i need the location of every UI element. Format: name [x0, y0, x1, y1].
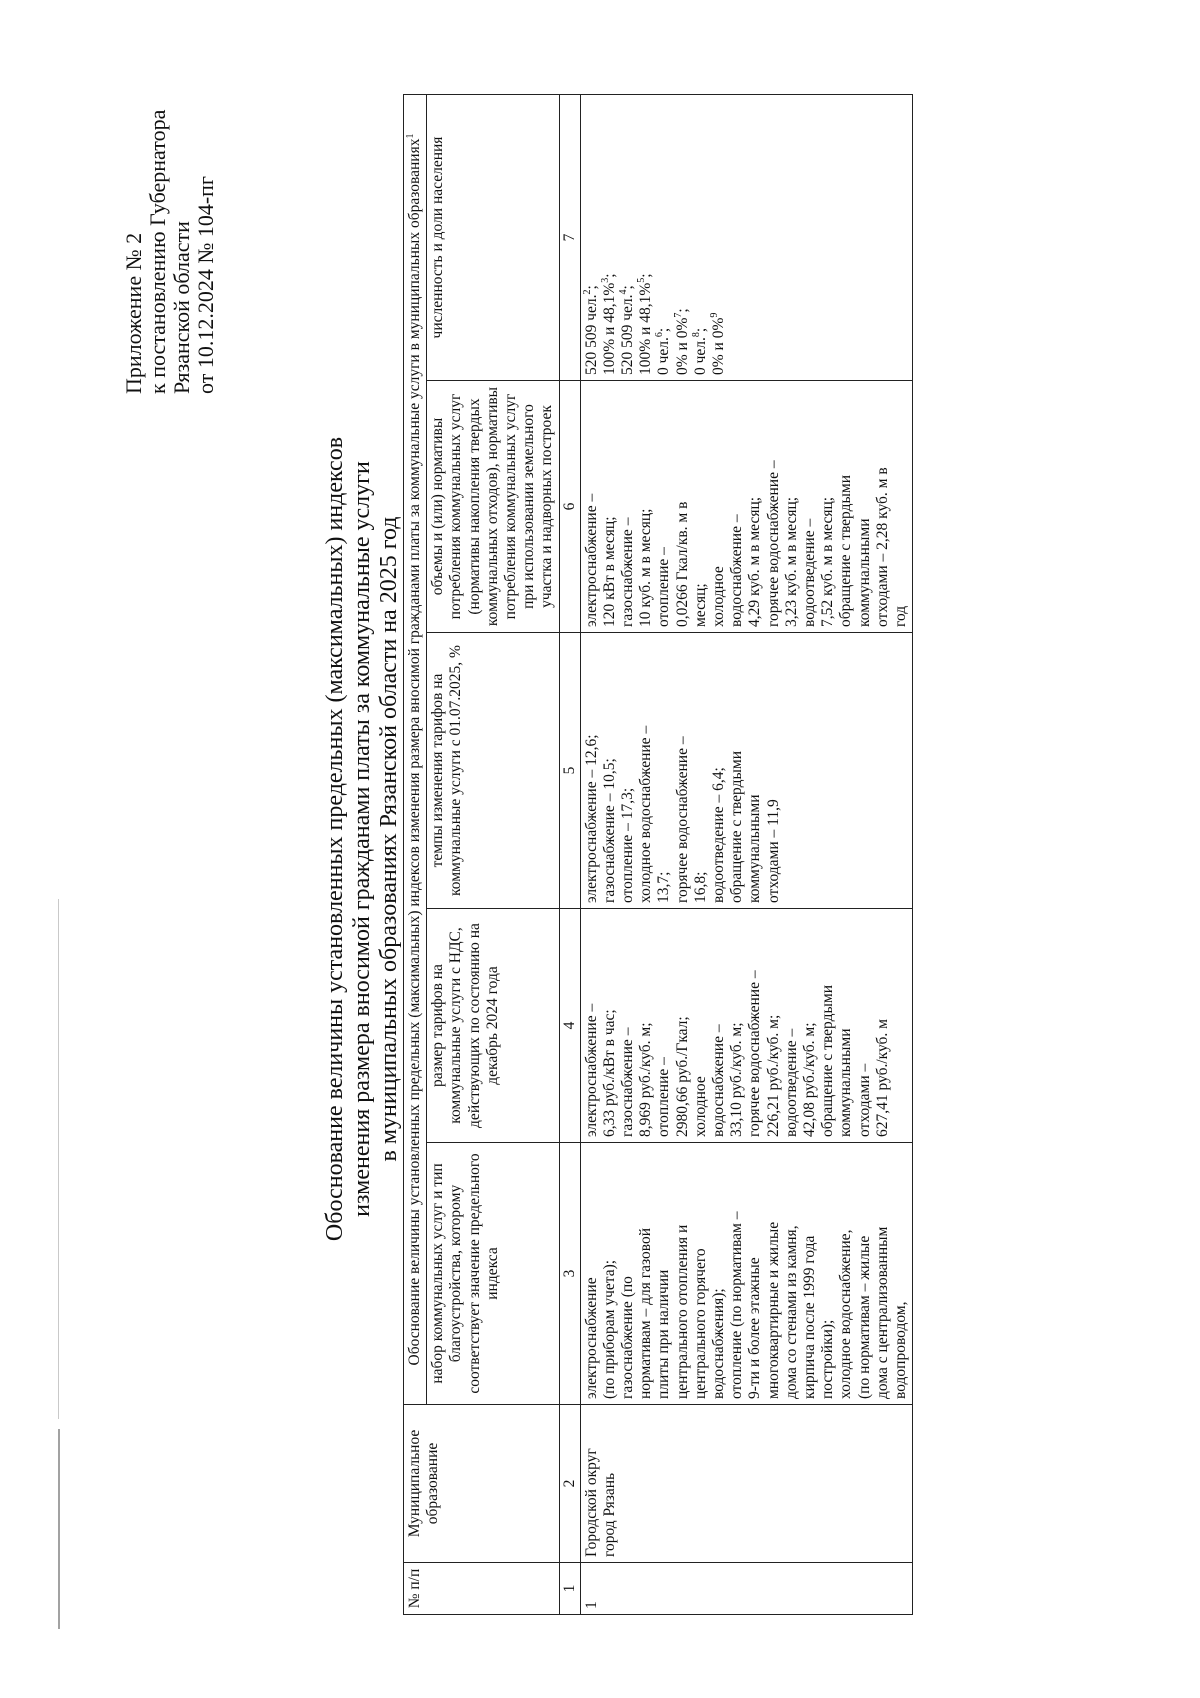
subheader-row [427, 95, 559, 1615]
volumes-cell [580, 381, 913, 633]
footnote-mark: 1 [404, 133, 416, 139]
cell-text-line: 9-ти и более этажные [746, 1257, 764, 1399]
cell-text-line: водопроводом, [892, 1301, 910, 1399]
column-number: 5 [559, 633, 580, 909]
population-value: 520 509 чел. [582, 294, 600, 375]
cell-text-line: отопление – [655, 547, 673, 627]
cell-text-line: 42,08 руб./куб. м; [801, 1022, 819, 1137]
appendix-block [122, 64, 218, 394]
cell-text-line: электроснабжение – [582, 1003, 600, 1137]
population-value: 0% и 0% [673, 317, 691, 375]
footnote-mark: 2 [581, 289, 593, 295]
cell-text-line: водоотведение – [801, 518, 819, 627]
header-group-text: Обоснование величины установленных предельных (максимальных) индексов изменения размера вносимой гражданами платы за коммунальные услуги в муниципальных образованиях [406, 138, 423, 1366]
population-line [601, 100, 619, 375]
footnote-mark: 7 [672, 312, 684, 318]
cell-text-line: газоснабжение (по [619, 1276, 637, 1399]
cell-text-line: коммунальными [746, 794, 764, 903]
row-number: 1 [580, 1563, 913, 1615]
cell-text-line: плиты при наличии [655, 1269, 673, 1399]
cell-text-line: водоотведение – [782, 1028, 800, 1137]
header-cell-group [404, 95, 427, 1405]
scan-artifact-line [58, 1429, 60, 1629]
cell-text-line: нормативам – для газовой [637, 1227, 655, 1399]
cell-text-line: горячее водоснабжение – [764, 460, 782, 627]
appendix-line: Приложение № 2 [121, 232, 146, 394]
services-cell [580, 1143, 913, 1405]
header-cell-volumes: объемы и (или) нормативы потребления коммунальных услуг (нормативы накопления твердых коммунальных отходов), нормативы потребления коммунальных услуг при использовании земельного участка и надворных построек [427, 381, 559, 633]
column-number: 6 [559, 381, 580, 633]
cell-text-line: (по нормативам – жилые [855, 1235, 873, 1399]
cell-text-line: обращение с твердыми [837, 474, 855, 627]
cell-text-line: 6,33 руб./кВт в час; [600, 1009, 618, 1137]
population-value: 100% и 48,1% [637, 282, 655, 375]
header-cell-services: набор коммунальных услуг и тип благоустройства, которому соответствует значение предельного индекса [427, 1143, 559, 1405]
cell-text-line: 33,10 руб./куб. м; [728, 1022, 746, 1137]
cell-text-line: месяц; [691, 583, 709, 627]
cell-text-line: 4,29 куб. м в месяц; [746, 496, 764, 627]
column-number-row [559, 95, 580, 1615]
cell-text-line: отходами – [855, 1063, 873, 1137]
population-value: 0 чел. [655, 337, 673, 375]
footnote-mark: 5 [636, 277, 648, 283]
cell-text-line: 226,21 руб./куб. м; [764, 1014, 782, 1137]
cell-text-line: 2980,66 руб./Гкал; [673, 1016, 691, 1137]
cell-text-line: холодное водоснабжение, [837, 1229, 855, 1399]
cell-text-line: водоснабжение – [710, 1024, 728, 1137]
cell-text-line: 16,8; [691, 871, 709, 903]
punctuation: ; [691, 327, 709, 333]
cell-text-line: газоснабжение – 10,5; [600, 758, 618, 903]
population-line [692, 100, 710, 375]
rates-cell [580, 633, 913, 909]
population-line [655, 100, 673, 375]
document-title [322, 209, 403, 1469]
appendix-line: Рязанской области [169, 221, 194, 394]
scan-artifact-line [58, 899, 59, 1419]
cell-text-line: постройки); [819, 1319, 837, 1399]
population-line [674, 100, 692, 375]
column-number: 2 [559, 1405, 580, 1563]
cell-text-line: водоснабжения); [710, 1288, 728, 1399]
cell-text-line: водоотведение – 6,4; [710, 767, 728, 903]
cell-text-line: 13,7; [655, 871, 673, 903]
population-line [710, 100, 728, 375]
population-cell [580, 95, 913, 381]
footnote-mark: 8 [690, 332, 702, 338]
appendix-line: к постановлению Губернатора [145, 109, 170, 394]
punctuation: ; [600, 273, 618, 278]
population-line [583, 100, 601, 375]
cell-text-line: горячее водоснабжение – [673, 736, 691, 903]
cell-text-line: 627,41 руб./куб. м [873, 1019, 891, 1137]
cell-text-line: 0,0266 Гкал/кв. м в [673, 501, 691, 627]
cell-text-line: дома с централизованным [873, 1226, 891, 1399]
punctuation: ; [673, 308, 691, 313]
cell-text-line: коммунальными [855, 518, 873, 627]
header-cell-number: № п/п [404, 1563, 560, 1615]
cell-text-line: коммунальными [837, 1028, 855, 1137]
table-row [580, 95, 913, 1615]
cell-text-line: холодное водоснабжение – [637, 725, 655, 903]
cell-text-line: отходами – 11,9 [764, 799, 782, 903]
cell-text-line: электроснабжение – [582, 493, 600, 627]
cell-text-line: горячее водоснабжение – [746, 970, 764, 1137]
cell-text-line: многоквартирные и жилые [764, 1221, 782, 1399]
title-line: в муниципальных образованиях Рязанской области на 2025 год [376, 516, 402, 1162]
cell-text-line: газоснабжение – [619, 517, 637, 627]
cell-text-line: обращение с твердыми [728, 750, 746, 903]
cell-text-line: 10 куб. м в месяц; [637, 508, 655, 627]
cell-text-line: отходами – 2,28 куб. м в [873, 467, 891, 627]
cell-text-line: (по приборам учета); [600, 1259, 618, 1399]
population-value: 0% и 0% [710, 317, 728, 375]
cell-text-line: газоснабжение – [619, 1027, 637, 1137]
cell-text-line: 3,23 куб. м в месяц; [782, 496, 800, 627]
cell-text-line: водоснабжение – [728, 514, 746, 627]
population-value: 0 чел. [691, 337, 709, 375]
cell-text-line: центрального горячего [691, 1248, 709, 1399]
appendix-line: от 10.12.2024 № 104-пг [193, 176, 218, 394]
punctuation: ; [655, 327, 673, 333]
header-cell-municipality: Муниципальное образование [404, 1405, 560, 1563]
cell-text-line: кирпича после 1999 года [801, 1235, 819, 1399]
cell-text-line: отопление – 17,3; [619, 787, 637, 903]
tariffs-cell [580, 909, 913, 1143]
cell-text-line: холодное [691, 1076, 709, 1137]
header-cell-rates: темпы изменения тарифов на коммунальные услуги с 01.07.2025, % [427, 633, 559, 909]
cell-text-line: дома со стенами из камня, [782, 1225, 800, 1399]
header-row [404, 95, 427, 1615]
punctuation: ; [582, 285, 600, 290]
population-value: 520 509 чел. [619, 294, 637, 375]
cell-text-line: 7,52 куб. м в месяц; [819, 496, 837, 627]
cell-text-line: центрального отопления и [673, 1224, 691, 1399]
footnote-mark: 3 [599, 277, 611, 283]
cell-text-line: 120 кВт в месяц; [600, 516, 618, 627]
punctuation: ; [637, 273, 655, 278]
column-number: 4 [559, 909, 580, 1143]
footnote-mark: 9 [708, 312, 720, 318]
population-line [637, 100, 655, 375]
footnote-mark: 6 [654, 332, 666, 338]
cell-text-line: электроснабжение – 12,6; [582, 734, 600, 903]
title-line: Обоснование величины установленных предельных (максимальных) индексов [322, 436, 348, 1242]
cell-text-line: электроснабжение [582, 1277, 600, 1399]
cell-text-line: отопление (по нормативам – [728, 1211, 746, 1399]
column-number: 7 [559, 95, 580, 381]
column-number: 3 [559, 1143, 580, 1405]
cell-text-line: холодное [710, 566, 728, 627]
population-value: 100% и 48,1% [600, 282, 618, 375]
municipality-name: Городской округ город Рязань [580, 1405, 913, 1563]
footnote-mark: 4 [617, 289, 629, 295]
header-cell-tariffs: размер тарифов на коммунальные услуги с НДС, действующих по состоянию на декабрь 2024 года [427, 909, 559, 1143]
justification-table [403, 94, 913, 1615]
cell-text-line: обращение с твердыми [819, 984, 837, 1137]
punctuation: ; [619, 285, 637, 290]
header-cell-population: численность и доли населения [427, 95, 559, 381]
cell-text-line: 8,969 руб./куб. м; [637, 1022, 655, 1137]
cell-text-line: год [892, 605, 910, 627]
column-number: 1 [559, 1563, 580, 1615]
population-line [619, 100, 637, 375]
rotated-page [40, 49, 1160, 1649]
title-line: изменения размера вносимой гражданами платы за коммунальные услуги [349, 461, 375, 1217]
cell-text-line: отопление – [655, 1057, 673, 1137]
